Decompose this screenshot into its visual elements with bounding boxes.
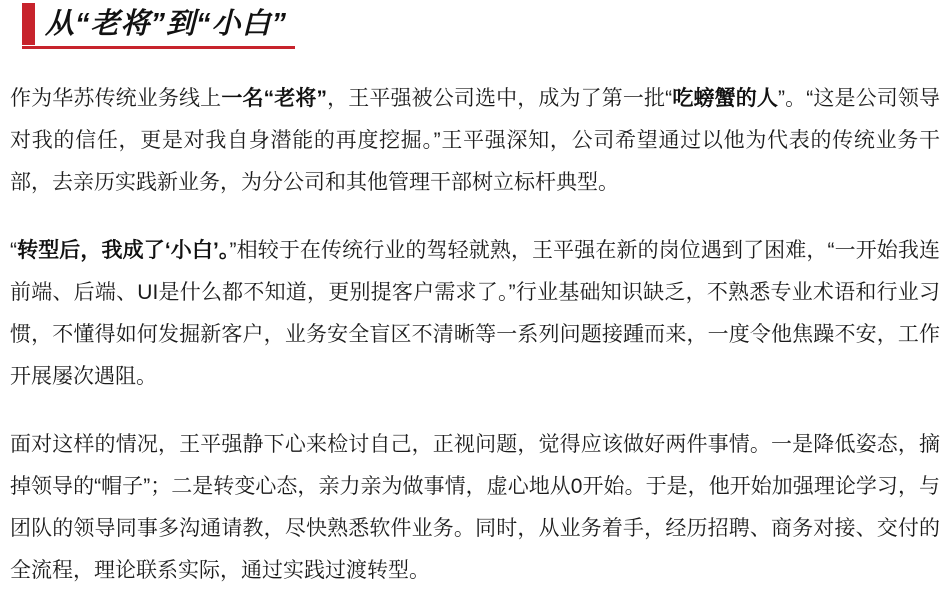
paragraph: [10, 230, 940, 398]
text-run: ”。“这是公司领导对我的信任，更是对我自身潜能的再度挖掘。”王平强深知，公司希望通过以他为代表的传统业务干部，去亲历实践新业务，为分公司和其他管理干部树立标杆典型。: [10, 87, 941, 194]
text-run-bold: 吃螃蟹的人: [672, 87, 778, 110]
article-body: [10, 78, 940, 592]
section-title: 从“老将”到“小白”: [45, 8, 288, 40]
text-run-bold: 转型后，我成了‘小白’。: [17, 239, 230, 262]
text-run: 面对这样的情况，王平强静下心来检讨自己，正视问题，觉得应该做好两件事情。一是降低姿态，摘掉领导的“帽子”；二是转变心态，亲力亲为做事情，虚心地从0开始。于是，他开始加强理论学习，与团队的领导同事多沟通请教，尽快熟悉软件业务。同时，从业务着手，经历招聘、商务对接、交付的全流程，理论联系实际，通过实践过渡转型。: [10, 433, 940, 582]
paragraph: [10, 78, 940, 204]
text-run: 作为华苏传统业务线上: [10, 87, 222, 110]
text-run: ”相较于在传统行业的驾轻就熟，王平强在新的岗位遇到了困难，“一开始我连前端、后端、UI是什么都不知道，更别提客户需求了。”行业基础知识缺乏，不熟悉专业术语和行业习惯，不懂得如何发掘新客户，业务安全盲区不清晰等一系列问题接踵而来，一度令他焦躁不安，工作开展屡次遇阻。: [10, 239, 941, 388]
text-run-bold: 一名“老将”: [221, 87, 327, 110]
text-run: “: [10, 239, 17, 262]
paragraph: [10, 424, 940, 592]
title-accent-bar: [22, 3, 35, 45]
section-title-block: [22, 3, 295, 49]
text-run: ，王平强被公司选中，成为了第一批“: [326, 87, 673, 110]
